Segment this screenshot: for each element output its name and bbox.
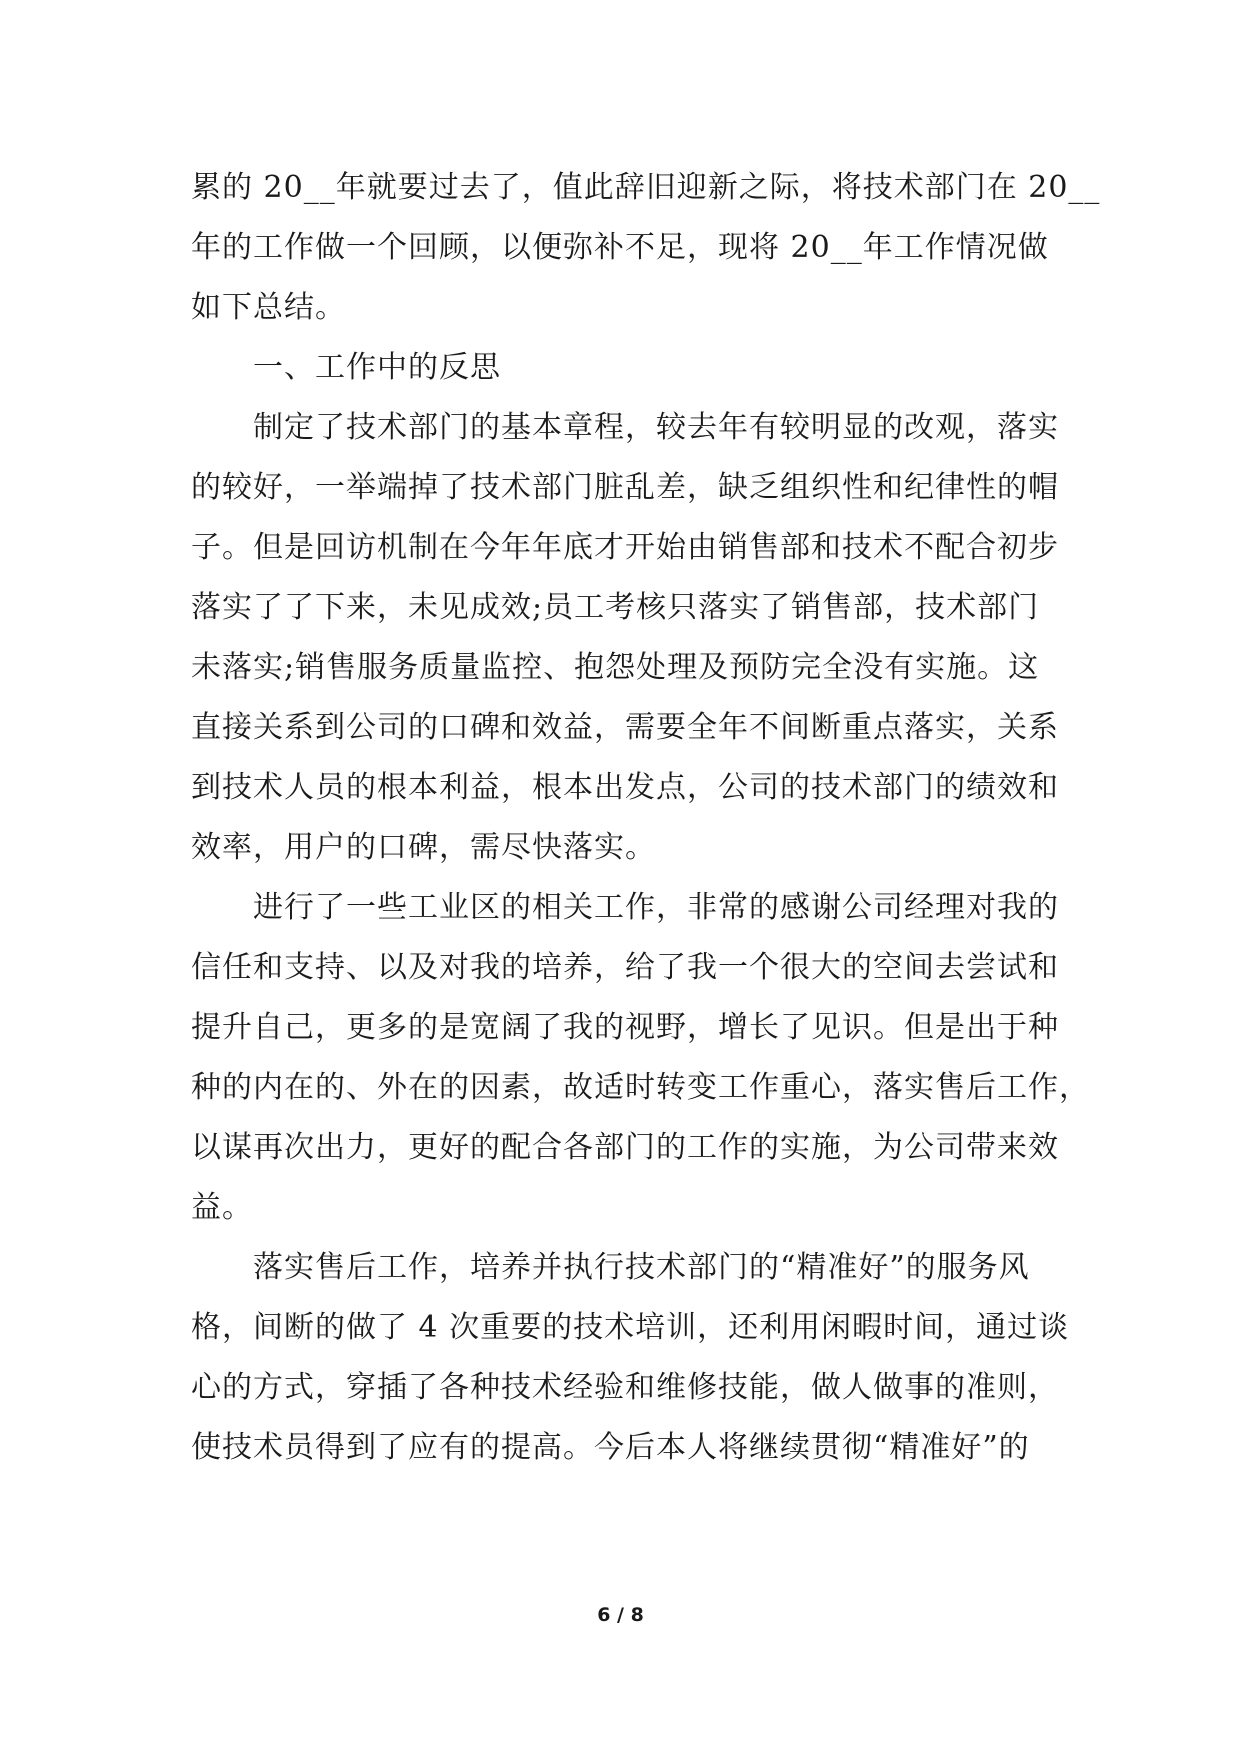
text-line: 信任和支持、以及对我的培养，给了我一个很大的空间去尝试和 bbox=[191, 950, 1059, 985]
text-line: 如下总结。 bbox=[191, 290, 346, 325]
text-line: 以谋再次出力，更好的配合各部门的工作的实施，为公司带来效 bbox=[191, 1130, 1059, 1165]
text-line: 未落实;销售服务质量监控、抱怨处理及预防完全没有实施。这 bbox=[191, 650, 1040, 685]
text-line: 子。但是回访机制在今年年底才开始由销售部和技术不配合初步 bbox=[191, 530, 1059, 565]
paragraph-1 bbox=[191, 398, 1059, 878]
text-line: 累的 20__年就要过去了，值此辞旧迎新之际，将技术部门在 20__ bbox=[191, 170, 1101, 205]
text-line: 落实了了下来，未见成效;员工考核只落实了销售部，技术部门 bbox=[191, 590, 1040, 625]
section-heading bbox=[191, 338, 1053, 398]
text-line: 到技术人员的根本利益，根本出发点，公司的技术部门的绩效和 bbox=[191, 770, 1059, 805]
text-line: 的较好，一举端掉了技术部门脏乱差，缺乏组织性和纪律性的帽 bbox=[191, 470, 1059, 505]
document-body bbox=[191, 158, 1101, 1478]
paragraph-3 bbox=[191, 1238, 1070, 1478]
text-line: 使技术员得到了应有的提高。今后本人将继续贯彻“精准好”的 bbox=[191, 1430, 1030, 1465]
paragraph-intro bbox=[191, 158, 1101, 338]
text-line: 益。 bbox=[191, 1190, 253, 1225]
text-line: 心的方式，穿插了各种技术经验和维修技能，做人做事的准则， bbox=[191, 1370, 1059, 1405]
text-line: 进行了一些工业区的相关工作，非常的感谢公司经理对我的 bbox=[253, 890, 1059, 925]
text-line: 制定了技术部门的基本章程，较去年有较明显的改观，落实 bbox=[253, 410, 1059, 445]
text-line: 落实售后工作，培养并执行技术部门的“精准好”的服务风 bbox=[253, 1250, 1030, 1285]
text-line: 提升自己，更多的是宽阔了我的视野，增长了见识。但是出于种 bbox=[191, 1010, 1059, 1045]
text-line: 种的内在的、外在的因素，故适时转变工作重心，落实售后工作， bbox=[191, 1070, 1090, 1105]
page-number: 6 / 8 bbox=[597, 1604, 644, 1626]
text-line: 效率，用户的口碑，需尽快落实。 bbox=[191, 830, 656, 865]
text-line: 年的工作做一个回顾，以便弥补不足，现将 20__年工作情况做 bbox=[191, 230, 1049, 265]
text-line: 直接关系到公司的口碑和效益，需要全年不间断重点落实，关系 bbox=[191, 710, 1059, 745]
paragraph-2 bbox=[191, 878, 1090, 1238]
text-line: 格，间断的做了 4 次重要的技术培训，还利用闲暇时间，通过谈 bbox=[191, 1310, 1070, 1345]
heading-line: 一、工作中的反思 bbox=[253, 350, 501, 385]
